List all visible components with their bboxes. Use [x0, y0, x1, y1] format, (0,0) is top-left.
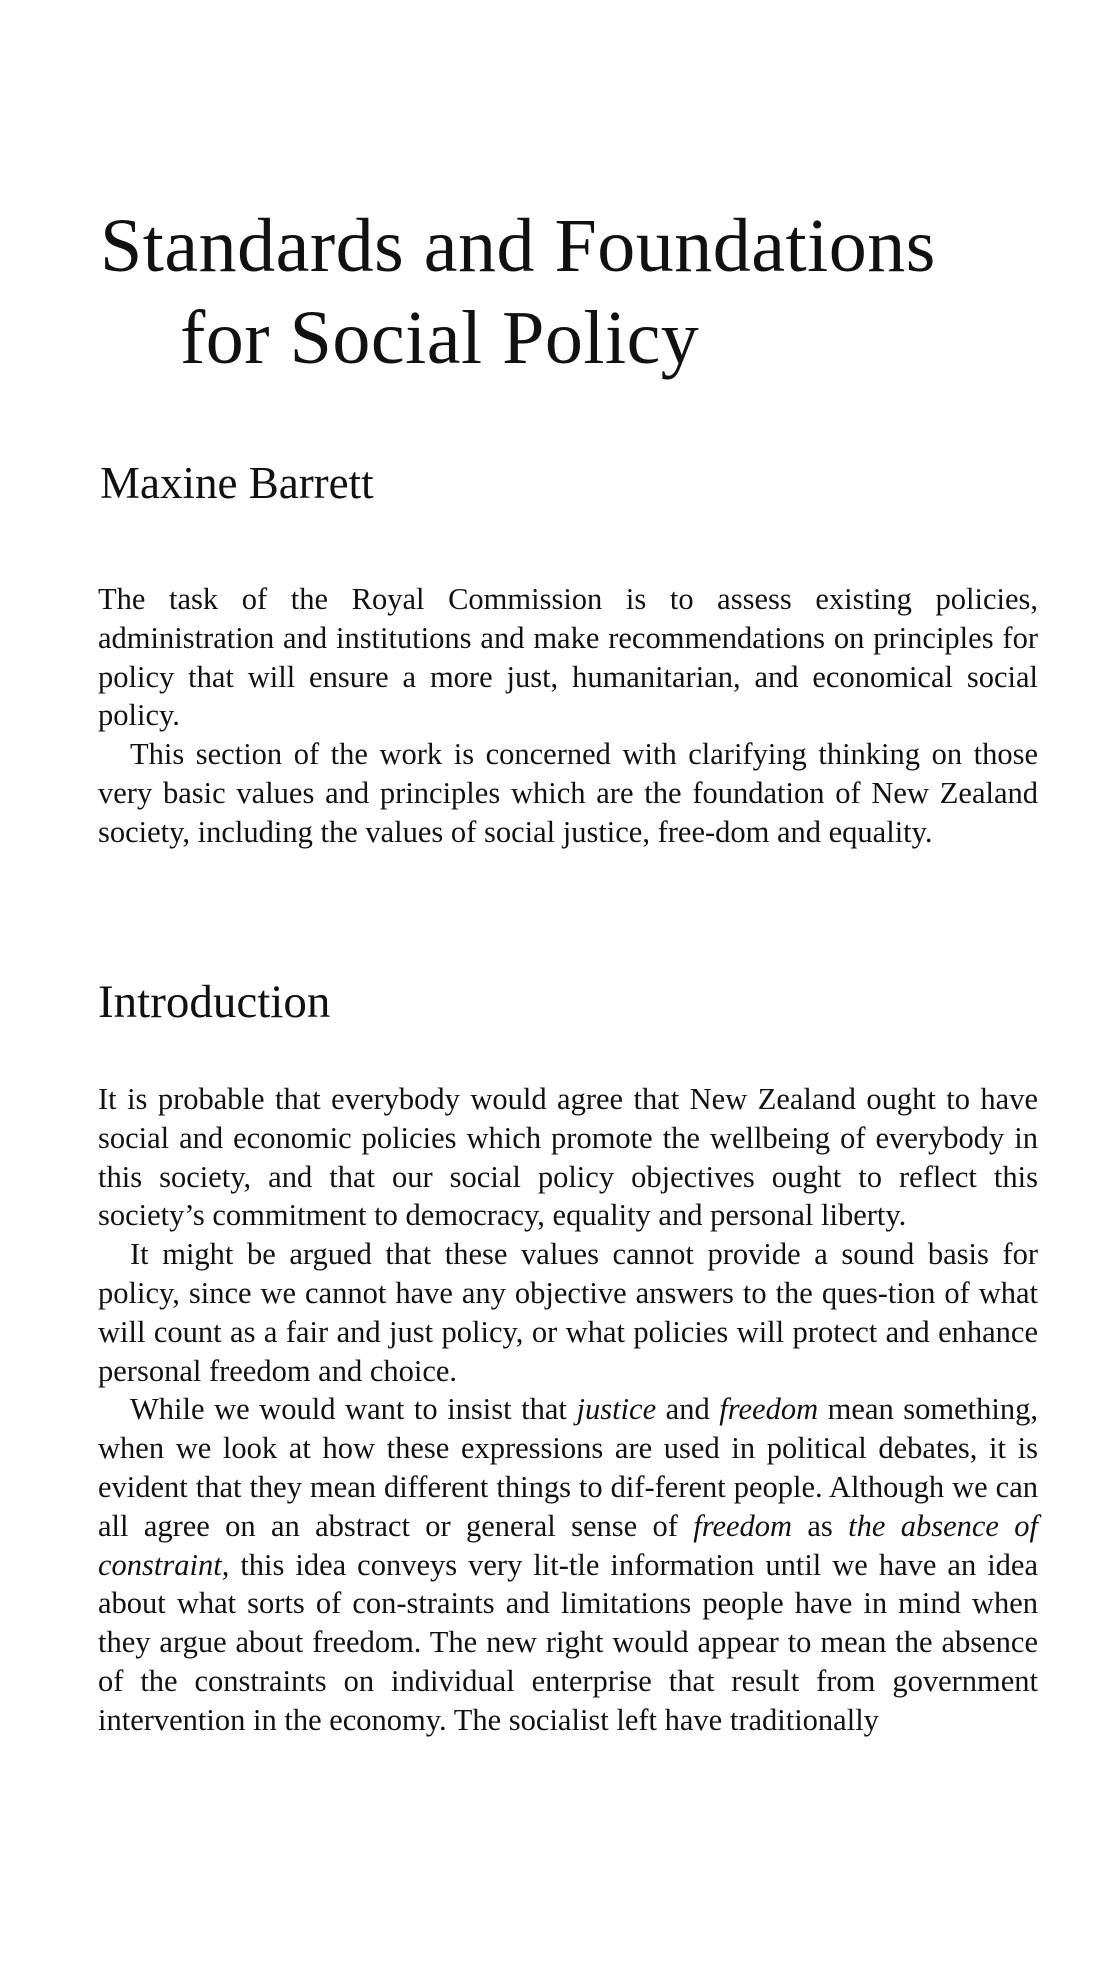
emphasis-justice: justice: [576, 1392, 657, 1427]
section-heading-introduction: Introduction: [98, 976, 331, 1028]
intro-paragraph-1: It is probable that everybody would agree that New Zealand ought to have social and economic policies which promote the wellbeing of everybody in this society, and that our social policy objectives ought to reflect this society’s commitment to democracy, equality and personal liberty.: [98, 1082, 1038, 1233]
intro-p3-text-a: While we would want to insist that: [130, 1392, 577, 1427]
chapter-abstract: [98, 580, 1038, 852]
chapter-title-line-1: Standards and Foundations: [100, 204, 936, 288]
intro-p3-text-i: this idea conveys very lit-tle information until we have an idea about what sorts of con-straints and limitations people have in mind when they argue about freedom. The new right would appear to mean the absence of the constraints on individual enterprise that result from government intervention in the economy. The socialist left have traditionally: [98, 1547, 1038, 1737]
emphasis-freedom: freedom: [719, 1392, 819, 1427]
introduction-body: [98, 1080, 1038, 1740]
chapter-title-line-2: for Social Policy: [180, 296, 700, 380]
abstract-paragraph-2: This section of the work is concerned with clarifying thinking on those very basic values and principles which are the foundation of New Zealand society, including the values of social justice, free-dom and equality.: [98, 737, 1038, 849]
intro-p3-text-c: and: [656, 1392, 720, 1427]
emphasis-absence-of-constraint: the absence of constraint,: [98, 1508, 1039, 1582]
chapter-title: [100, 200, 1060, 384]
emphasis-freedom-2: freedom: [693, 1508, 793, 1543]
intro-paragraph-3: [98, 1390, 1038, 1739]
intro-p3-text-g: as: [792, 1508, 849, 1543]
intro-paragraph-2: It might be argued that these values cannot provide a sound basis for policy, since we cannot have any objective answers to the ques-tion of what will count as a fair and just policy, or what policies will protect and enhance personal freedom and choice.: [98, 1237, 1038, 1388]
author-name: Maxine Barrett: [100, 458, 374, 508]
intro-p3-text-e: mean something, when we look at how these expressions are used in political debates, it is evident that they mean different things to dif-ferent people. Although we can all agree on an abstract or general sense of: [98, 1392, 1038, 1543]
abstract-paragraph-1: The task of the Royal Commission is to assess existing policies, administration and institutions and make recommendations on principles for policy that will ensure a more just, humanitarian, and economical social policy.: [98, 582, 1038, 733]
